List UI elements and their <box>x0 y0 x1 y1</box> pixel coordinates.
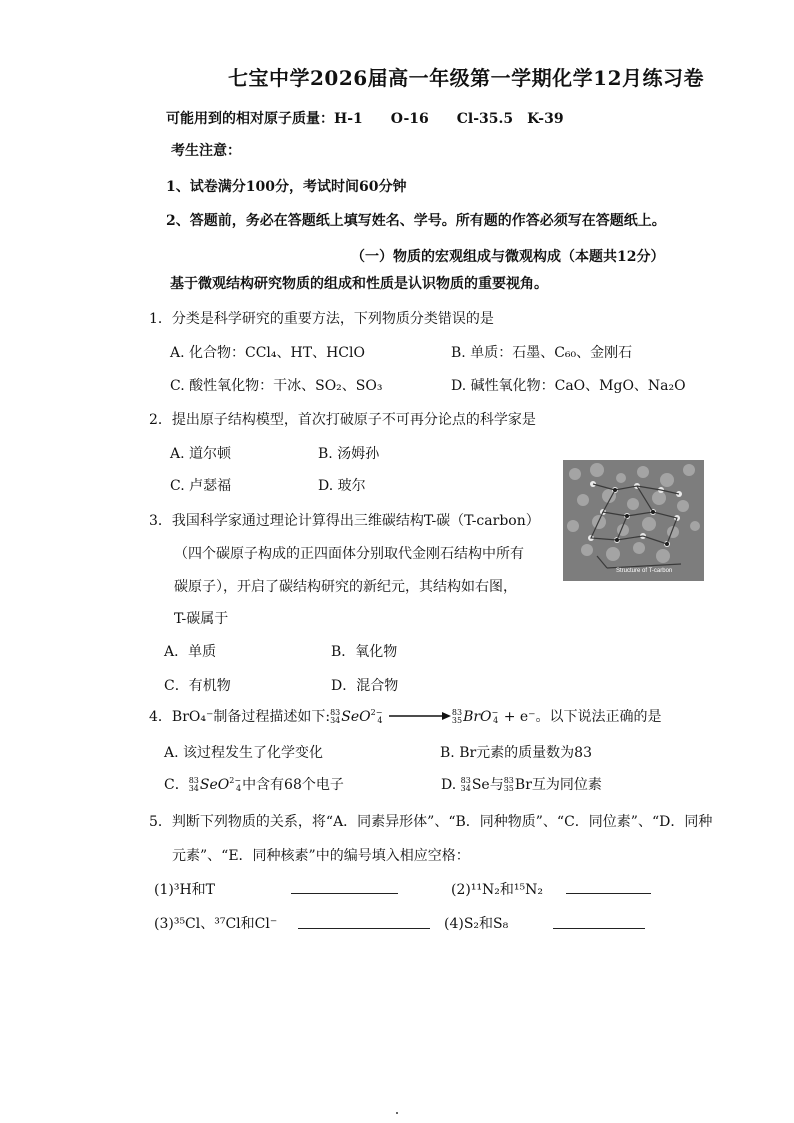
option-c-charge: 2− <box>229 776 242 785</box>
page-mark <box>396 1112 398 1114</box>
question-3-line-4: T-碳属于 <box>174 611 229 627</box>
br-mass-number: 83 <box>451 708 463 717</box>
se-charge: 2− <box>370 708 383 717</box>
section-heading: （一）物质的宏观组成与微观构成（本题共12分） <box>351 249 665 265</box>
question-1-option-c: C. 酸性氧化物：干冰、SO₂、SO₃ <box>170 378 383 394</box>
question-4-tail: + e⁻。以下说法正确的是 <box>503 709 662 725</box>
question-3-line-1: 3．我国科学家通过理论计算得出三维碳结构T-碳（T-carbon） <box>149 513 540 529</box>
br-formula: BrO <box>463 709 492 725</box>
option-d-br-number: 35 <box>503 784 514 793</box>
br-charge: − <box>491 708 499 717</box>
option-d-mid: Se与 <box>471 777 504 793</box>
question-4-option-a: A. 该过程发生了化学变化 <box>164 745 324 761</box>
t-carbon-structure-image <box>563 460 704 581</box>
answer-blank-4[interactable] <box>553 928 645 929</box>
se-ion-marks <box>371 709 383 725</box>
option-d-se-number: 34 <box>460 784 471 793</box>
answer-blank-3[interactable] <box>298 928 430 929</box>
answer-blank-1[interactable] <box>291 893 398 894</box>
question-5-item-2: (2)¹¹N₂和¹⁵N₂ <box>451 882 544 898</box>
option-d-se-numbers <box>461 777 471 793</box>
question-3-option-c: C．有机物 <box>164 678 231 694</box>
question-4-option-c <box>164 774 344 794</box>
option-c-label: C． <box>164 777 189 793</box>
option-c-text: 中含有68个电子 <box>242 777 344 793</box>
question-2-option-b: B. 汤姆孙 <box>318 446 380 462</box>
option-c-mass-number: 83 <box>188 776 199 785</box>
question-2-stem: 2．提出原子结构模型，首次打破原子不可再分论点的科学家是 <box>149 412 536 428</box>
question-2-option-c: C. 卢瑟福 <box>170 478 232 494</box>
question-5-line-1: 5．判断下列物质的关系，将“A．同素异形体”、“B．同种物质”、“C．同位素”、“D．同种 <box>149 814 713 830</box>
question-3-option-b: B．氧化物 <box>331 644 398 660</box>
question-1-option-a: A. 化合物：CCl₄、HT、HClO <box>170 345 365 361</box>
reaction-arrow <box>388 709 452 725</box>
option-c-ion-marks <box>229 777 241 793</box>
question-5-item-3: (3)³⁵Cl、³⁷Cl和Cl⁻ <box>154 916 278 932</box>
question-1-option-b: B. 单质：石墨、C₆₀、金刚石 <box>451 345 633 361</box>
question-5-line-2: 元素”、“E．同种核素”中的编号填入相应空格： <box>172 848 470 864</box>
exam-title: 七宝中学2026届高一年级第一学期化学12月练习卷 <box>228 66 704 90</box>
se-formula: SeO <box>341 709 371 725</box>
br-subscript: 4 <box>493 716 499 725</box>
option-d-text: Br互为同位素 <box>514 777 602 793</box>
question-1-stem: 1．分类是科学研究的重要方法，下列物质分类错误的是 <box>149 311 494 327</box>
question-5-item-1: (1)³H和T <box>154 882 215 898</box>
se-subscript: 4 <box>377 716 383 725</box>
question-3-option-d: D．混合物 <box>331 678 399 694</box>
question-2-option-d: D. 玻尔 <box>318 478 366 494</box>
option-c-atomic-number: 34 <box>188 784 199 793</box>
br-atomic-number: 35 <box>451 716 463 725</box>
figure-caption: Structure of T-carbon <box>616 568 673 574</box>
question-5-item-4: (4)S₂和S₈ <box>444 916 509 932</box>
question-1-option-d: D. 碱性氧化物：CaO、MgO、Na₂O <box>451 378 686 394</box>
option-d-label: D. <box>441 777 457 793</box>
option-c-formula: SeO <box>199 777 230 793</box>
notice-item-2: 2、答题前，务必在答题纸上填写姓名、学号。所有题的作答必须写在答题纸上。 <box>166 213 666 229</box>
question-2-option-a: A. 道尔顿 <box>170 446 232 462</box>
notice-heading: 考生注意： <box>171 143 241 159</box>
question-4-stem <box>149 706 662 726</box>
question-4-prefix: 4．BrO₄⁻制备过程描述如下: <box>149 709 331 725</box>
br-nuclide-numbers <box>452 709 462 725</box>
se-nuclide-numbers <box>330 709 340 725</box>
question-3-line-2: （四个碳原子构成的正四面体分别取代金刚石结构中所有 <box>174 546 524 562</box>
question-4-option-d <box>441 774 602 794</box>
section-intro: 基于微观结构研究物质的组成和性质是认识物质的重要视角。 <box>170 276 548 292</box>
option-c-nuclide-numbers <box>189 777 199 793</box>
atomic-masses: 可能用到的相对原子质量：H-1 O-16 Cl-35.5 K-39 <box>166 111 564 127</box>
option-d-br-numbers <box>504 777 514 793</box>
option-d-br-mass: 83 <box>503 776 514 785</box>
option-d-se-mass: 83 <box>460 776 471 785</box>
question-3-line-3: 碳原子），开启了碳结构研究的新纪元，其结构如右图， <box>174 579 517 595</box>
se-atomic-number: 34 <box>330 716 341 725</box>
br-ion-marks <box>492 709 499 725</box>
question-3-option-a: A．单质 <box>164 644 217 660</box>
option-c-subscript: 4 <box>235 784 242 793</box>
answer-blank-2[interactable] <box>566 893 651 894</box>
se-mass-number: 83 <box>330 708 341 717</box>
question-4-option-b: B. Br元素的质量数为83 <box>440 745 592 761</box>
notice-item-1: 1、试卷满分100分，考试时间60分钟 <box>166 179 407 195</box>
